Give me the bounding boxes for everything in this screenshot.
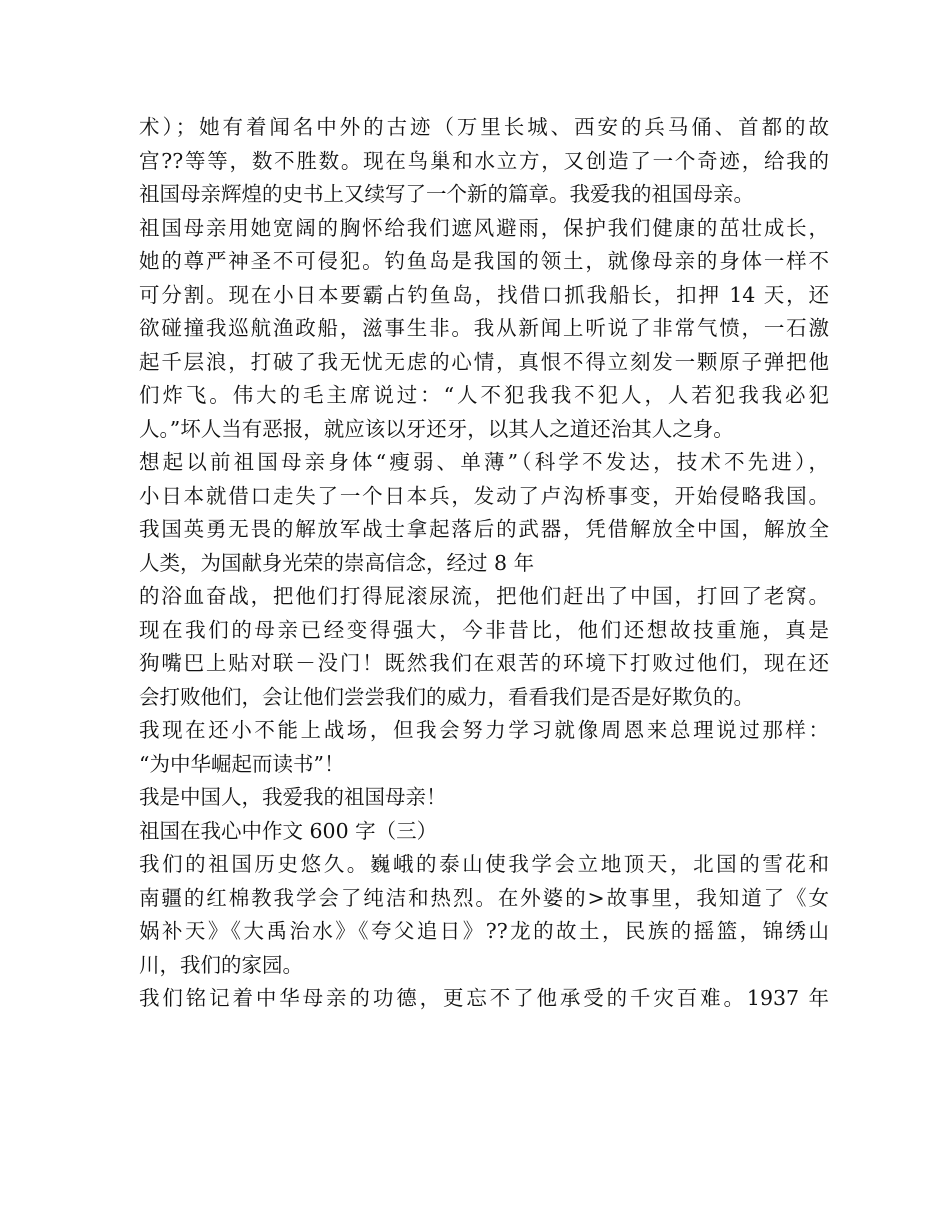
text-line: 娲补天》《大禹治水》《夸父追日》??龙的故土，民族的摇篮，锦绣山 bbox=[139, 919, 829, 943]
text-line: 我是中国人，我爱我的祖国母亲！ bbox=[139, 785, 447, 809]
text-line: 我现在还小不能上战场，但我会努力学习就像周恩来总理说过那样： bbox=[139, 718, 829, 742]
text-line: 我国英勇无畏的解放军战士拿起落后的武器，凭借解放全中国，解放全 bbox=[139, 517, 829, 541]
text-line: 小日本就借口走失了一个日本兵，发动了卢沟桥事变，开始侵略我国。 bbox=[139, 483, 829, 508]
text-line: 人类，为国献身光荣的崇高信念，经过 8 年 bbox=[139, 550, 535, 575]
text-line: 现在我们的母亲已经变得强大，今非昔比，他们还想故技重施，真是 bbox=[139, 617, 829, 642]
text-line: “为中华崛起而读书”！ bbox=[139, 751, 345, 776]
text-line: 祖国在我心中作文 600 字（三） bbox=[139, 818, 438, 843]
text-line: 会打败他们，会让他们尝尝我们的威力，看看我们是否是好欺负的。 bbox=[139, 684, 754, 709]
text-line: 祖国母亲辉煌的史书上又续写了一个新的篇章。我爱我的祖国母亲。 bbox=[139, 182, 754, 206]
text-line: 欲碰撞我巡航渔政船，滋事生非。我从新闻上听说了非常气愤，一石激 bbox=[139, 316, 829, 340]
document-body bbox=[139, 111, 829, 1016]
text-line: 南疆的红棉教我学会了纯洁和热烈。在外婆的>故事里，我知道了《女 bbox=[139, 885, 829, 910]
text-line: 想起以前祖国母亲身体“瘦弱、单薄”（科学不发达，技术不先进）， bbox=[139, 450, 829, 474]
text-line: 们炸飞。伟大的毛主席说过：“人不犯我我不犯人，人若犯我我必犯 bbox=[139, 383, 829, 407]
text-line: 我们的祖国历史悠久。巍峨的泰山使我学会立地顶天，北国的雪花和 bbox=[139, 852, 829, 876]
text-line: 起千层浪，打破了我无忧无虑的心情，真恨不得立刻发一颗原子弹把他 bbox=[139, 349, 829, 374]
text-line: 我们铭记着中华母亲的功德，更忘不了他承受的千灾百难。1937 年 bbox=[139, 986, 829, 1010]
text-line: 她的尊严神圣不可侵犯。钓鱼岛是我国的领土，就像母亲的身体一样不 bbox=[139, 249, 829, 273]
text-line: 祖国母亲用她宽阔的胸怀给我们遮风避雨，保护我们健康的茁壮成长， bbox=[139, 215, 829, 240]
text-line: 人。”坏人当有恶报，就应该以牙还牙，以其人之道还治其人之身。 bbox=[139, 416, 734, 441]
text-line: 宫??等等，数不胜数。现在鸟巢和水立方，又创造了一个奇迹，给我的 bbox=[139, 148, 829, 173]
text-line: 狗嘴巴上贴对联－没门！既然我们在艰苦的环境下打败过他们，现在还 bbox=[139, 651, 829, 675]
text-line: 川，我们的家园。 bbox=[139, 952, 303, 977]
text-line: 的浴血奋战，把他们打得屁滚尿流，把他们赶出了中国，打回了老窝。 bbox=[139, 584, 829, 608]
text-line: 可分割。现在小日本要霸占钓鱼岛，找借口抓我船长，扣押 14 天，还 bbox=[139, 282, 829, 307]
text-line: 术）；她有着闻名中外的古迹（万里长城、西安的兵马俑、首都的故 bbox=[139, 115, 829, 139]
